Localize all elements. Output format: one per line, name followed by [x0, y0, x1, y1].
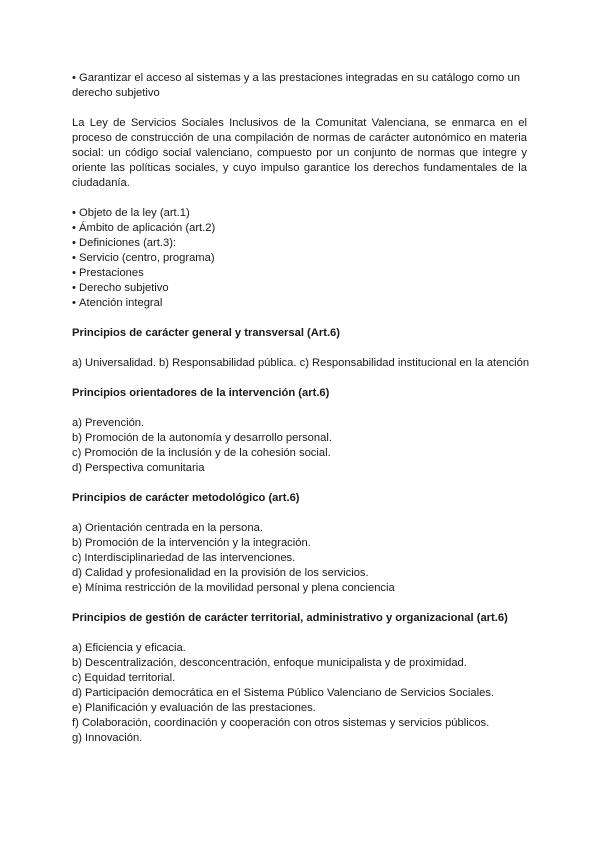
section-heading-metodologico: Principios de carácter metodológico (art.6)	[72, 492, 300, 504]
list-item: d) Calidad y profesionalidad en la provisión de los servicios.	[72, 567, 369, 579]
list-item: b) Descentralización, desconcentración, enfoque municipalista y de proximidad.	[72, 657, 467, 669]
list-item: • Atención integral	[72, 296, 527, 311]
list-item: • Derecho subjetivo	[72, 281, 527, 296]
list-item: d) Participación democrática en el Sistema Público Valenciano de Servicios Sociales.	[72, 687, 495, 699]
list-item: a) Orientación centrada en la persona.	[72, 522, 263, 534]
section-items-metodologico	[72, 521, 527, 596]
list-item: c) Interdisciplinariedad de las intervenciones.	[72, 552, 296, 564]
list-item: • Prestaciones	[72, 266, 527, 281]
list-item: • Ámbito de aplicación (art.2)	[72, 221, 527, 236]
list-item: g) Innovación.	[72, 732, 143, 744]
section-heading-orientadores: Principios orientadores de la intervención (art.6)	[72, 387, 330, 399]
list-item: e) Mínima restricción de la movilidad personal y plena conciencia	[72, 582, 395, 594]
list-item: c) Equidad territorial.	[72, 672, 176, 684]
list-item: b) Promoción de la intervención y la integración.	[72, 537, 311, 549]
intro-bullet-line: • Garantizar el acceso al sistemas y a las prestaciones integradas en su catálogo como un derecho subjetivo	[72, 72, 520, 99]
intro-paragraph: La Ley de Servicios Sociales Inclusivos de la Comunitat Valenciana, se enmarca en el proceso de construcción de una compilación de normas de carácter autonómico en materia social: un código social valenciano, compuesto por un conjunto de normas que integre y oriente las políticas sociales, y cuyo impulso garantice los derechos fundamentales de la ciudadanía.	[72, 117, 527, 189]
list-item: • Definiciones (art.3):	[72, 236, 527, 251]
list-item: a) Eficiencia y eficacia.	[72, 642, 186, 654]
section-items-general	[72, 356, 530, 371]
list-item: • Objeto de la ley (art.1)	[72, 206, 527, 221]
list-item: a) Prevención.	[72, 417, 145, 429]
list-item: c) Promoción de la inclusión y de la cohesión social.	[72, 447, 331, 459]
list-item: • Servicio (centro, programa)	[72, 251, 527, 266]
list-item: e) Planificación y evaluación de las prestaciones.	[72, 702, 316, 714]
section-items-orientadores	[72, 416, 527, 476]
list-item: b) Promoción de la autonomía y desarrollo personal.	[72, 432, 332, 444]
list-item: d) Perspectiva comunitaria	[72, 462, 205, 474]
section-heading-gestion: Principios de gestión de carácter territorial, administrativo y organizacional (art.6)	[72, 612, 508, 624]
list-item: a) Universalidad. b) Responsabilidad pública. c) Responsabilidad institucional en la atención	[72, 357, 530, 369]
section-heading-general: Principios de carácter general y transversal (Art.6)	[72, 327, 340, 339]
document-body	[72, 71, 530, 746]
section-items-gestion	[72, 641, 527, 746]
definitions-list	[72, 206, 527, 311]
list-item: f) Colaboración, coordinación y cooperación con otros sistemas y servicios públicos.	[72, 717, 490, 729]
